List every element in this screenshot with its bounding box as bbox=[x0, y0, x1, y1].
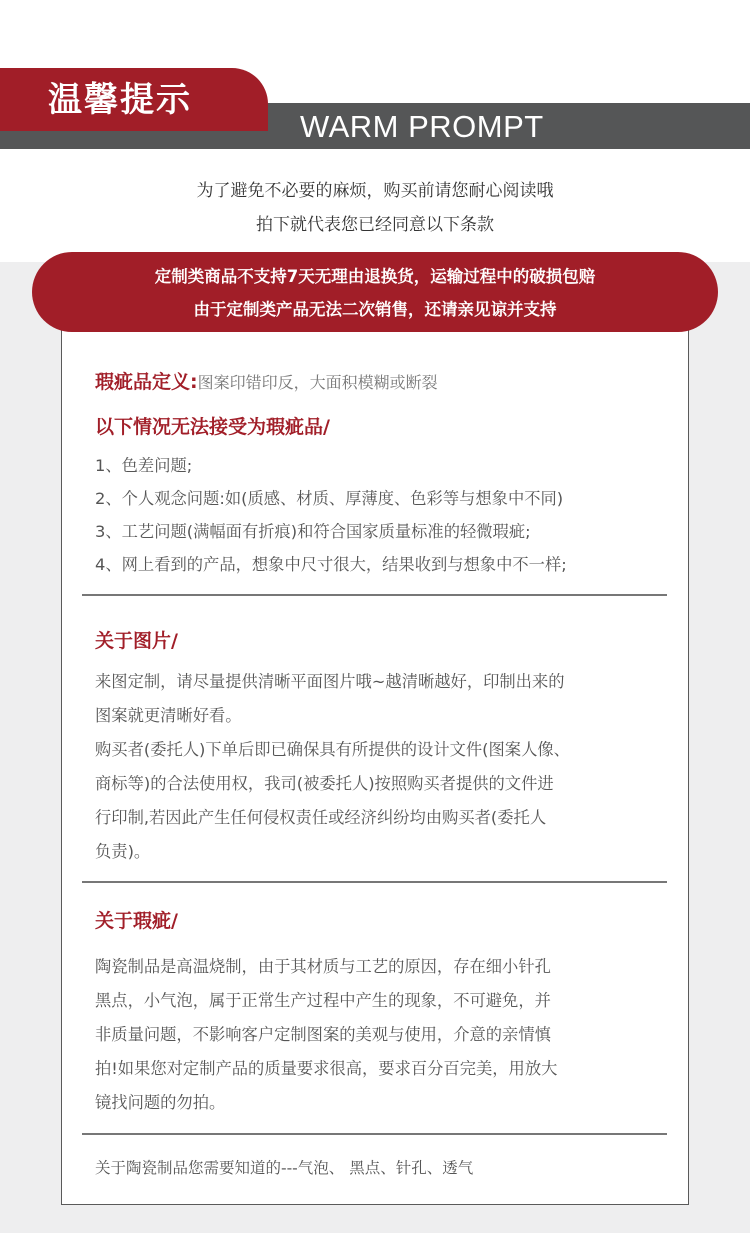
notice-line-2: 由于定制类产品无法二次销售，还请亲见谅并支持 bbox=[193, 300, 557, 319]
about-images-line: 负责)。 bbox=[95, 842, 151, 861]
list-item: 2、个人观念问题:如(质感、材质、厚薄度、色彩等与想象中不同) bbox=[95, 489, 564, 508]
about-images-line: 行印制,若因此产生任何侵权责任或经济纠纷均由购买者(委托人 bbox=[95, 808, 547, 827]
about-defects-title: 关于瑕疵/ bbox=[95, 910, 178, 932]
english-title: WARM PROMPT bbox=[300, 109, 544, 144]
about-defects-line: 陶瓷制品是高温烧制，由于其材质与工艺的原因，存在细小针孔 bbox=[95, 957, 551, 976]
about-defects-line: 拍!如果您对定制产品的质量要求很高，要求百分百完美，用放大 bbox=[95, 1059, 558, 1078]
defect-definition-text: 图案印错印反，大面积模糊或断裂 bbox=[197, 373, 438, 392]
divider bbox=[82, 594, 667, 596]
notice-line-1: 定制类商品不支持7天无理由退换货，运输过程中的破损包赔 bbox=[154, 267, 596, 286]
divider bbox=[82, 1133, 667, 1135]
page-title: 温馨提示 bbox=[48, 80, 192, 120]
about-images-line: 购买者(委托人)下单后即已确保具有所提供的设计文件(图案人像、 bbox=[95, 740, 570, 759]
about-images-line: 商标等)的合法使用权，我司(被委托人)按照购买者提供的文件进 bbox=[95, 774, 554, 793]
list-item: 4、网上看到的产品，想象中尺寸很大，结果收到与想象中不一样; bbox=[95, 555, 567, 574]
about-defects-line: 非质量问题，不影响客户定制图案的美观与使用，介意的亲情慎 bbox=[95, 1025, 551, 1044]
divider bbox=[82, 881, 667, 883]
not-defect-title: 以下情况无法接受为瑕疵品/ bbox=[95, 416, 330, 438]
about-images-line: 图案就更清晰好看。 bbox=[95, 706, 242, 725]
list-item: 1、色差问题; bbox=[95, 456, 193, 475]
intro-line-1: 为了避免不必要的麻烦，购买前请您耐心阅读哦 bbox=[196, 181, 554, 201]
defect-definition-title: 瑕疵品定义: bbox=[95, 371, 198, 393]
about-images-line: 来图定制，请尽量提供清晰平面图片哦~越清晰越好，印制出来的 bbox=[95, 672, 565, 691]
intro-line-2: 拍下就代表您已经同意以下条款 bbox=[256, 215, 494, 235]
footer-note: 关于陶瓷制品您需要知道的---气泡、 黑点、针孔、透气 bbox=[95, 1159, 474, 1177]
about-defects-line: 黑点，小气泡，属于正常生产过程中产生的现象，不可避免，并 bbox=[95, 991, 551, 1010]
about-defects-line: 镜找问题的勿拍。 bbox=[95, 1093, 226, 1112]
about-images-title: 关于图片/ bbox=[95, 630, 178, 652]
defect-definition bbox=[95, 367, 438, 394]
list-item: 3、工艺问题(满幅面有折痕)和符合国家质量标准的轻微瑕疵; bbox=[95, 522, 531, 541]
